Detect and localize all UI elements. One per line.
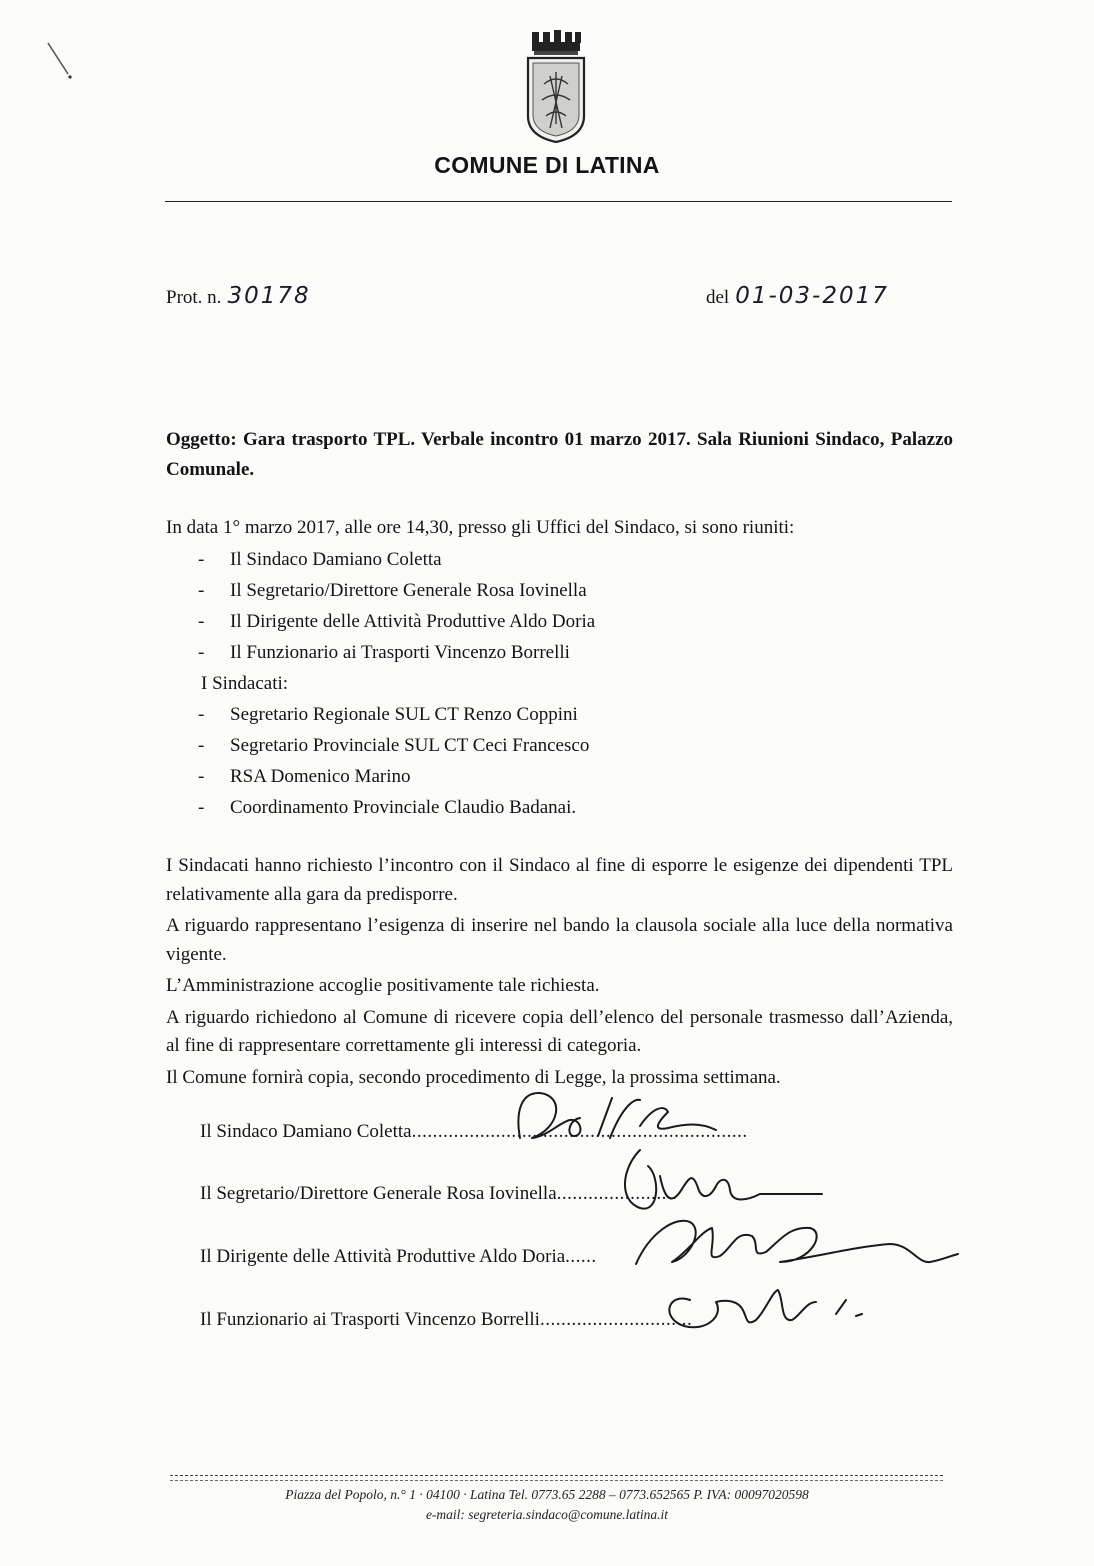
protocol-date-label: del [706, 287, 730, 308]
list-item: - Segretario Provinciale SUL CT Ceci Francesco [198, 735, 590, 756]
minutes-body [166, 852, 953, 1095]
list-item: - Coordinamento Provinciale Claudio Badanai. [198, 797, 577, 818]
header-divider [165, 201, 952, 202]
meeting-intro: In data 1° marzo 2017, alle ore 14,30, presso gli Uffici del Sindaco, si sono riuniti: [166, 517, 795, 538]
protocol-label: Prot. n. [166, 287, 222, 308]
list-item: - Il Funzionario ai Trasporti Vincenzo Borrelli [198, 642, 570, 663]
footer-address: Piazza del Popolo, n.° 1 · 04100 · Latina Tel. 0773.65 2288 – 0773.652565 P. IVA: 00097020598 [285, 1487, 809, 1502]
body-paragraph: I Sindacati hanno richiesto l’incontro con il Sindaco al fine di esporre le esigenze dei dipendenti TPL relativamente alla gara da predisporre. [166, 855, 953, 905]
unions-heading: I Sindacati: [201, 673, 289, 694]
protocol-date [706, 283, 889, 309]
footer-divider [170, 1480, 943, 1481]
attendees-list [198, 544, 595, 668]
body-paragraph: L’Amministrazione accoglie positivamente tale richiesta. [166, 975, 600, 996]
signature-line-funzionario: Il Funzionario ai Trasporti Vincenzo Borrelli............................. [200, 1309, 693, 1330]
subject-heading: Oggetto: Gara trasporto TPL. Verbale incontro 01 marzo 2017. Sala Riunioni Sindaco, Palazzo Comunale. [166, 429, 953, 480]
list-item: - Segretario Regionale SUL CT Renzo Coppini [198, 704, 578, 725]
signature-dirigente [636, 1221, 958, 1264]
body-paragraph: Il Comune fornirà copia, secondo procedimento di Legge, la prossima settimana. [166, 1066, 781, 1088]
municipality-title: COMUNE DI LATINA [434, 152, 660, 178]
stray-pen-mark [44, 40, 74, 85]
body-paragraph: A riguardo rappresentano l’esigenza di inserire nel bando la clausola sociale alla luce della normativa vigente. [166, 915, 953, 965]
unions-list [198, 699, 589, 823]
list-item: - Il Segretario/Direttore Generale Rosa Iovinella [198, 580, 587, 601]
signature-line-sindaco: Il Sindaco Damiano Coletta................................................................ [200, 1121, 748, 1142]
protocol-number-handwritten: 30178 [227, 283, 311, 309]
protocol-number [166, 283, 311, 309]
coat-of-arms-icon [520, 28, 592, 146]
list-item: - Il Dirigente delle Attività Produttive Aldo Doria [198, 611, 596, 632]
footer-divider [170, 1475, 943, 1476]
list-item: - Il Sindaco Damiano Coletta [198, 549, 442, 570]
signature-line-segretario: Il Segretario/Direttore Generale Rosa Iovinella....................... [200, 1183, 678, 1204]
footer-email: e-mail: segreteria.sindaco@comune.latina.it [425, 1507, 669, 1522]
protocol-date-handwritten: 01-03-2017 [735, 283, 889, 309]
list-item: - RSA Domenico Marino [198, 766, 411, 787]
body-paragraph: A riguardo richiedono al Comune di ricevere copia dell’elenco del personale trasmesso dall’Azienda, al fine di rappresentare correttamente gli interessi di categoria. [166, 1006, 953, 1056]
signature-line-dirigente: Il Dirigente delle Attività Produttive Aldo Doria...... [200, 1246, 597, 1267]
signature-funzionario [669, 1290, 862, 1327]
